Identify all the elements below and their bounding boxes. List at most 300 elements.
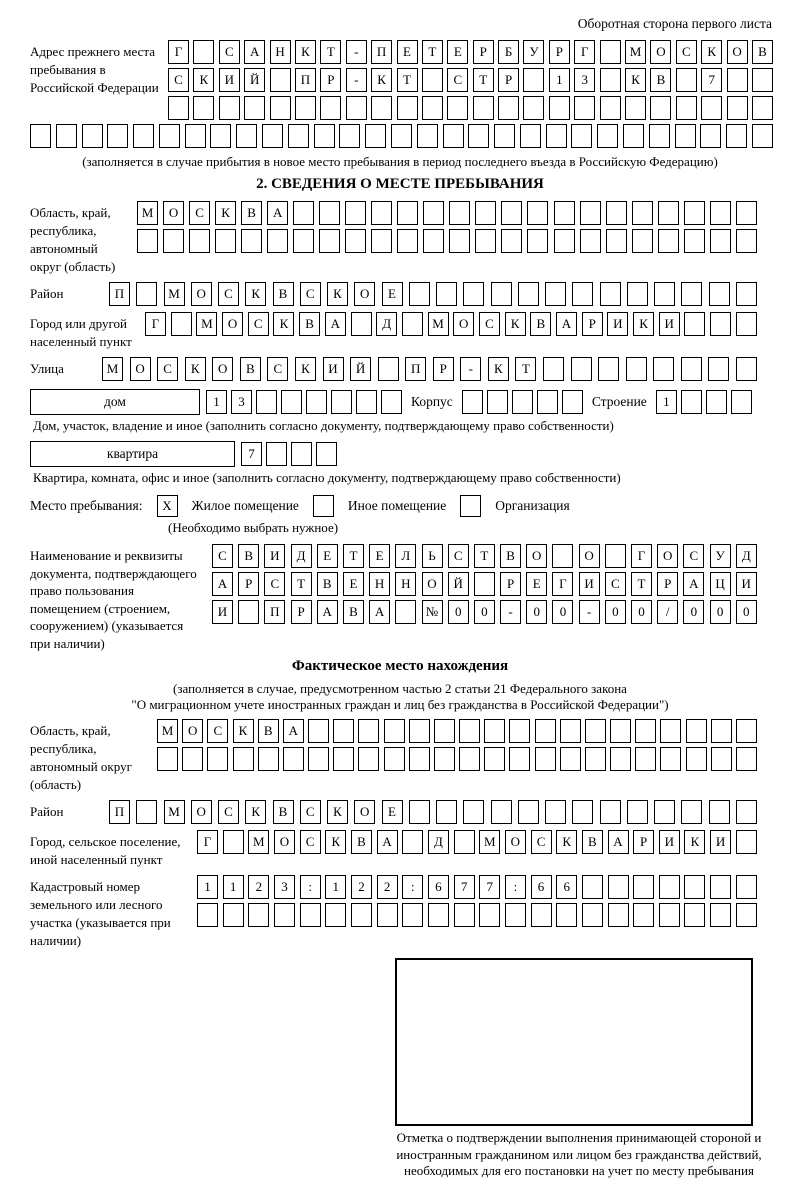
char-box [449,201,470,225]
char-box [454,903,475,927]
char-box: О [163,201,184,225]
char-box [409,282,430,306]
char-box: Ц [710,572,731,596]
char-box: Р [498,68,519,92]
char-box [283,747,304,771]
char-box [709,800,730,824]
district-field [30,282,757,306]
char-box [708,357,729,381]
char-box: С [479,312,500,336]
char-box [244,96,265,120]
char-box: Б [498,40,519,64]
char-box [535,747,556,771]
char-box: М [625,40,646,64]
char-box: Д [736,544,757,568]
char-box: 1 [197,875,218,899]
prev-address-row-4-wrap [30,124,773,148]
char-box [585,719,606,743]
prev-address-row-1 [168,40,773,64]
char-box: 0 [710,600,731,624]
char-box: О [579,544,600,568]
char-box [653,357,674,381]
char-box [676,68,697,92]
char-box [605,544,626,568]
actual-location-note-2: "О миграционном учете иностранных граждан и лиц без гражданства в Российской Федерации") [131,697,669,712]
char-box [319,229,340,253]
char-box [358,719,379,743]
char-box: И [219,68,240,92]
char-box: У [710,544,731,568]
char-box [356,390,377,414]
char-box: 0 [631,600,652,624]
char-box: Р [320,68,341,92]
char-box [270,68,291,92]
prev-address-row-2 [168,68,773,92]
char-box: Е [397,40,418,64]
char-box: М [102,357,123,381]
char-box: У [523,40,544,64]
char-box [381,390,402,414]
char-box [520,124,541,148]
char-box [681,282,702,306]
char-box [600,40,621,64]
char-box: 7 [701,68,722,92]
char-box: Р [633,830,654,854]
char-box [582,875,603,899]
char-box: С [189,201,210,225]
char-box: Ь [422,544,443,568]
char-box: Г [552,572,573,596]
char-box: Т [474,544,495,568]
char-box: 7 [454,875,475,899]
char-box: С [264,572,285,596]
char-box: А [283,719,304,743]
char-box [137,229,158,253]
district-row [109,282,757,306]
char-box: К [295,357,316,381]
char-box [293,229,314,253]
char-box: И [579,572,600,596]
char-box: - [460,357,481,381]
document-row-2 [212,572,757,596]
char-box [295,96,316,120]
char-box [443,124,464,148]
char-box [197,903,218,927]
char-box: - [346,40,367,64]
char-box [423,229,444,253]
char-box [560,719,581,743]
char-box: И [710,830,731,854]
char-box: Н [395,572,416,596]
char-box: К [245,282,266,306]
char-box [377,903,398,927]
char-box [752,124,773,148]
char-box: О [657,544,678,568]
char-box [494,124,515,148]
char-box: В [500,544,521,568]
char-box: 3 [574,68,595,92]
cadastre-row-1 [197,875,757,899]
char-box: 1 [656,390,677,414]
char-box [610,719,631,743]
char-box [633,875,654,899]
char-box [523,96,544,120]
char-box: П [109,282,130,306]
char-box: К [193,68,214,92]
char-box: К [625,68,646,92]
char-box: В [343,600,364,624]
region-label: Область, край, республика, автономный округ (область) [30,205,116,274]
char-box [258,747,279,771]
char-box [633,903,654,927]
char-box [509,719,530,743]
char-box: О [650,40,671,64]
char-box [402,830,423,854]
char-box: Д [428,830,449,854]
char-box [236,124,257,148]
char-box [159,124,180,148]
char-box [193,96,214,120]
char-box [726,124,747,148]
char-box [736,201,757,225]
char-box [463,282,484,306]
char-box [658,201,679,225]
house-box-label: дом [30,389,200,415]
char-box [475,201,496,225]
char-box [498,96,519,120]
actual-region-row-1 [157,719,757,743]
char-box [449,229,470,253]
char-box [468,124,489,148]
stroenie-label: Строение [591,394,647,409]
char-box: И [212,600,233,624]
char-box: С [218,282,239,306]
char-box [660,747,681,771]
char-box: Р [500,572,521,596]
char-box: В [752,40,773,64]
city-row [145,312,757,336]
char-box: С [248,312,269,336]
stay-type-label: Место пребывания: [30,498,143,513]
char-box: С [605,572,626,596]
char-box [207,747,228,771]
char-box: С [267,357,288,381]
char-box: Е [382,282,403,306]
actual-city-field [30,830,757,869]
char-box [606,229,627,253]
char-box [731,390,752,414]
char-box: 7 [241,442,262,466]
char-box [600,800,621,824]
char-box [417,124,438,148]
char-box: М [428,312,449,336]
char-box [409,719,430,743]
char-box [281,390,302,414]
char-box [501,229,522,253]
char-box [267,229,288,253]
char-box: М [157,719,178,743]
korpus-label: Корпус [411,394,453,409]
char-box: С [447,68,468,92]
char-box: Л [395,544,416,568]
prev-address-row-4 [30,124,773,148]
char-box [545,282,566,306]
char-box [274,903,295,927]
char-box: К [273,312,294,336]
char-box [535,719,556,743]
char-box [358,747,379,771]
char-box [270,96,291,120]
actual-region-label: Область, край, республика, автономный округ (область) [30,723,132,792]
char-box [574,96,595,120]
char-box [684,229,705,253]
char-box [157,747,178,771]
char-box [608,903,629,927]
char-box [600,282,621,306]
char-box [371,201,392,225]
char-box [397,201,418,225]
region-row-1 [137,201,757,225]
char-box: Е [317,544,338,568]
korpus-cells [462,390,583,414]
char-box: О [191,800,212,824]
char-box [163,229,184,253]
char-box [710,229,731,253]
apartment-row [30,441,770,467]
char-box [288,124,309,148]
char-box [659,903,680,927]
char-box: 1 [206,390,227,414]
char-box [710,875,731,899]
char-box [107,124,128,148]
char-box: Н [369,572,390,596]
house-cells [206,390,402,414]
house-caption: Дом, участок, владение и иное (заполнить согласно документу, подтверждающему право собственности) [33,418,614,433]
char-box: А [317,600,338,624]
actual-district-field [30,800,757,824]
char-box [736,903,757,927]
char-box [266,442,287,466]
char-box [736,875,757,899]
char-box [518,800,539,824]
char-box [397,229,418,253]
char-box [625,96,646,120]
char-box: С [212,544,233,568]
char-box: С [218,800,239,824]
char-box: В [582,830,603,854]
stay-option-checkbox-organization [460,495,481,517]
section2-title: 2. СВЕДЕНИЯ О МЕСТЕ ПРЕБЫВАНИЯ [256,176,544,192]
char-box: М [164,800,185,824]
char-box [402,312,423,336]
char-box [523,68,544,92]
char-box: : [300,875,321,899]
char-box [436,282,457,306]
char-box [681,800,702,824]
char-box: М [248,830,269,854]
char-box [434,719,455,743]
document-label: Наименование и реквизиты документа, подтверждающего право пользования помещением (строением, сооружением) (указывается при наличии) [30,548,197,651]
char-box: 2 [377,875,398,899]
char-box: О [222,312,243,336]
char-box [675,124,696,148]
stay-type-row [30,495,770,517]
char-box: Г [168,40,189,64]
char-box [554,201,575,225]
char-box [552,544,573,568]
char-box [308,747,329,771]
char-box: Й [244,68,265,92]
char-box [658,229,679,253]
char-box [136,800,157,824]
char-box [736,282,757,306]
char-box [171,312,192,336]
cadastre-row-2 [197,903,757,927]
char-box [701,96,722,120]
char-box [233,747,254,771]
char-box: Н [270,40,291,64]
char-box: О [422,572,443,596]
char-box [473,96,494,120]
char-box: В [351,830,372,854]
char-box [371,229,392,253]
char-box [684,312,705,336]
char-box [582,903,603,927]
char-box [371,96,392,120]
char-box: О [130,357,151,381]
char-box [598,357,619,381]
apartment-caption: Квартира, комната, офис и иное (заполнить согласно документу, подтверждающему право собственности) [33,470,621,485]
char-box [736,229,757,253]
char-box [556,903,577,927]
char-box [316,442,337,466]
char-box [474,572,495,596]
char-box [219,96,240,120]
char-box: 0 [605,600,626,624]
char-box [736,312,757,336]
char-box: 2 [248,875,269,899]
char-box: 6 [428,875,449,899]
char-box [384,719,405,743]
street-field [30,357,757,381]
apartment-cells [241,442,337,466]
cadastre-field [30,875,757,950]
char-box [632,201,653,225]
actual-district-row [109,800,757,824]
char-box [484,747,505,771]
char-box: Р [582,312,603,336]
char-box [256,390,277,414]
char-box [320,96,341,120]
actual-location-note-1: (заполняется в случае, предусмотренном частью 2 статьи 21 Федерального закона [173,681,627,696]
document-grid [212,544,757,624]
char-box [351,312,372,336]
char-box [291,442,312,466]
document-row-3 [212,600,757,624]
char-box [512,390,533,414]
char-box [736,800,757,824]
actual-region-grid [157,719,757,771]
char-box [210,124,231,148]
char-box [345,229,366,253]
char-box: В [240,357,261,381]
char-box: Т [515,357,536,381]
char-box [501,201,522,225]
actual-district-label: Район [30,804,64,819]
char-box: Р [473,40,494,64]
actual-location-title: Фактическое место нахождения [291,658,509,674]
char-box: Е [382,800,403,824]
char-box [463,800,484,824]
char-box: : [505,875,526,899]
city-field [30,312,757,351]
stamp-box [395,958,753,1126]
char-box [580,229,601,253]
char-box: П [264,600,285,624]
char-box [562,390,583,414]
char-box [518,282,539,306]
char-box [409,747,430,771]
char-box [545,800,566,824]
char-box [391,124,412,148]
char-box [319,201,340,225]
char-box [686,747,707,771]
region-field [30,201,757,276]
char-box [182,747,203,771]
char-box: 2 [351,875,372,899]
char-box [56,124,77,148]
char-box: О [354,282,375,306]
prev-address-row-3 [168,96,773,120]
char-box [610,747,631,771]
char-box [606,201,627,225]
char-box [684,201,705,225]
char-box: О [727,40,748,64]
char-box: 0 [474,600,495,624]
char-box [509,747,530,771]
char-box [365,124,386,148]
char-box: Д [291,544,312,568]
char-box: К [371,68,392,92]
char-box [168,96,189,120]
char-box: М [479,830,500,854]
char-box [709,282,730,306]
char-box: В [238,544,259,568]
char-box [585,747,606,771]
char-box [627,800,648,824]
char-box: А [244,40,265,64]
char-box [659,875,680,899]
char-box [333,719,354,743]
char-box: К [633,312,654,336]
char-box [560,747,581,771]
char-box: И [607,312,628,336]
char-box: 0 [526,600,547,624]
char-box: И [323,357,344,381]
char-box: Й [350,357,371,381]
char-box: М [137,201,158,225]
char-box [491,282,512,306]
actual-city-label: Город, сельское поселение, иной населенный пункт [30,834,181,867]
char-box: 3 [274,875,295,899]
char-box: 6 [556,875,577,899]
char-box [635,719,656,743]
char-box [626,357,647,381]
char-box [681,390,702,414]
char-box [331,390,352,414]
char-box [736,357,757,381]
char-box [402,903,423,927]
